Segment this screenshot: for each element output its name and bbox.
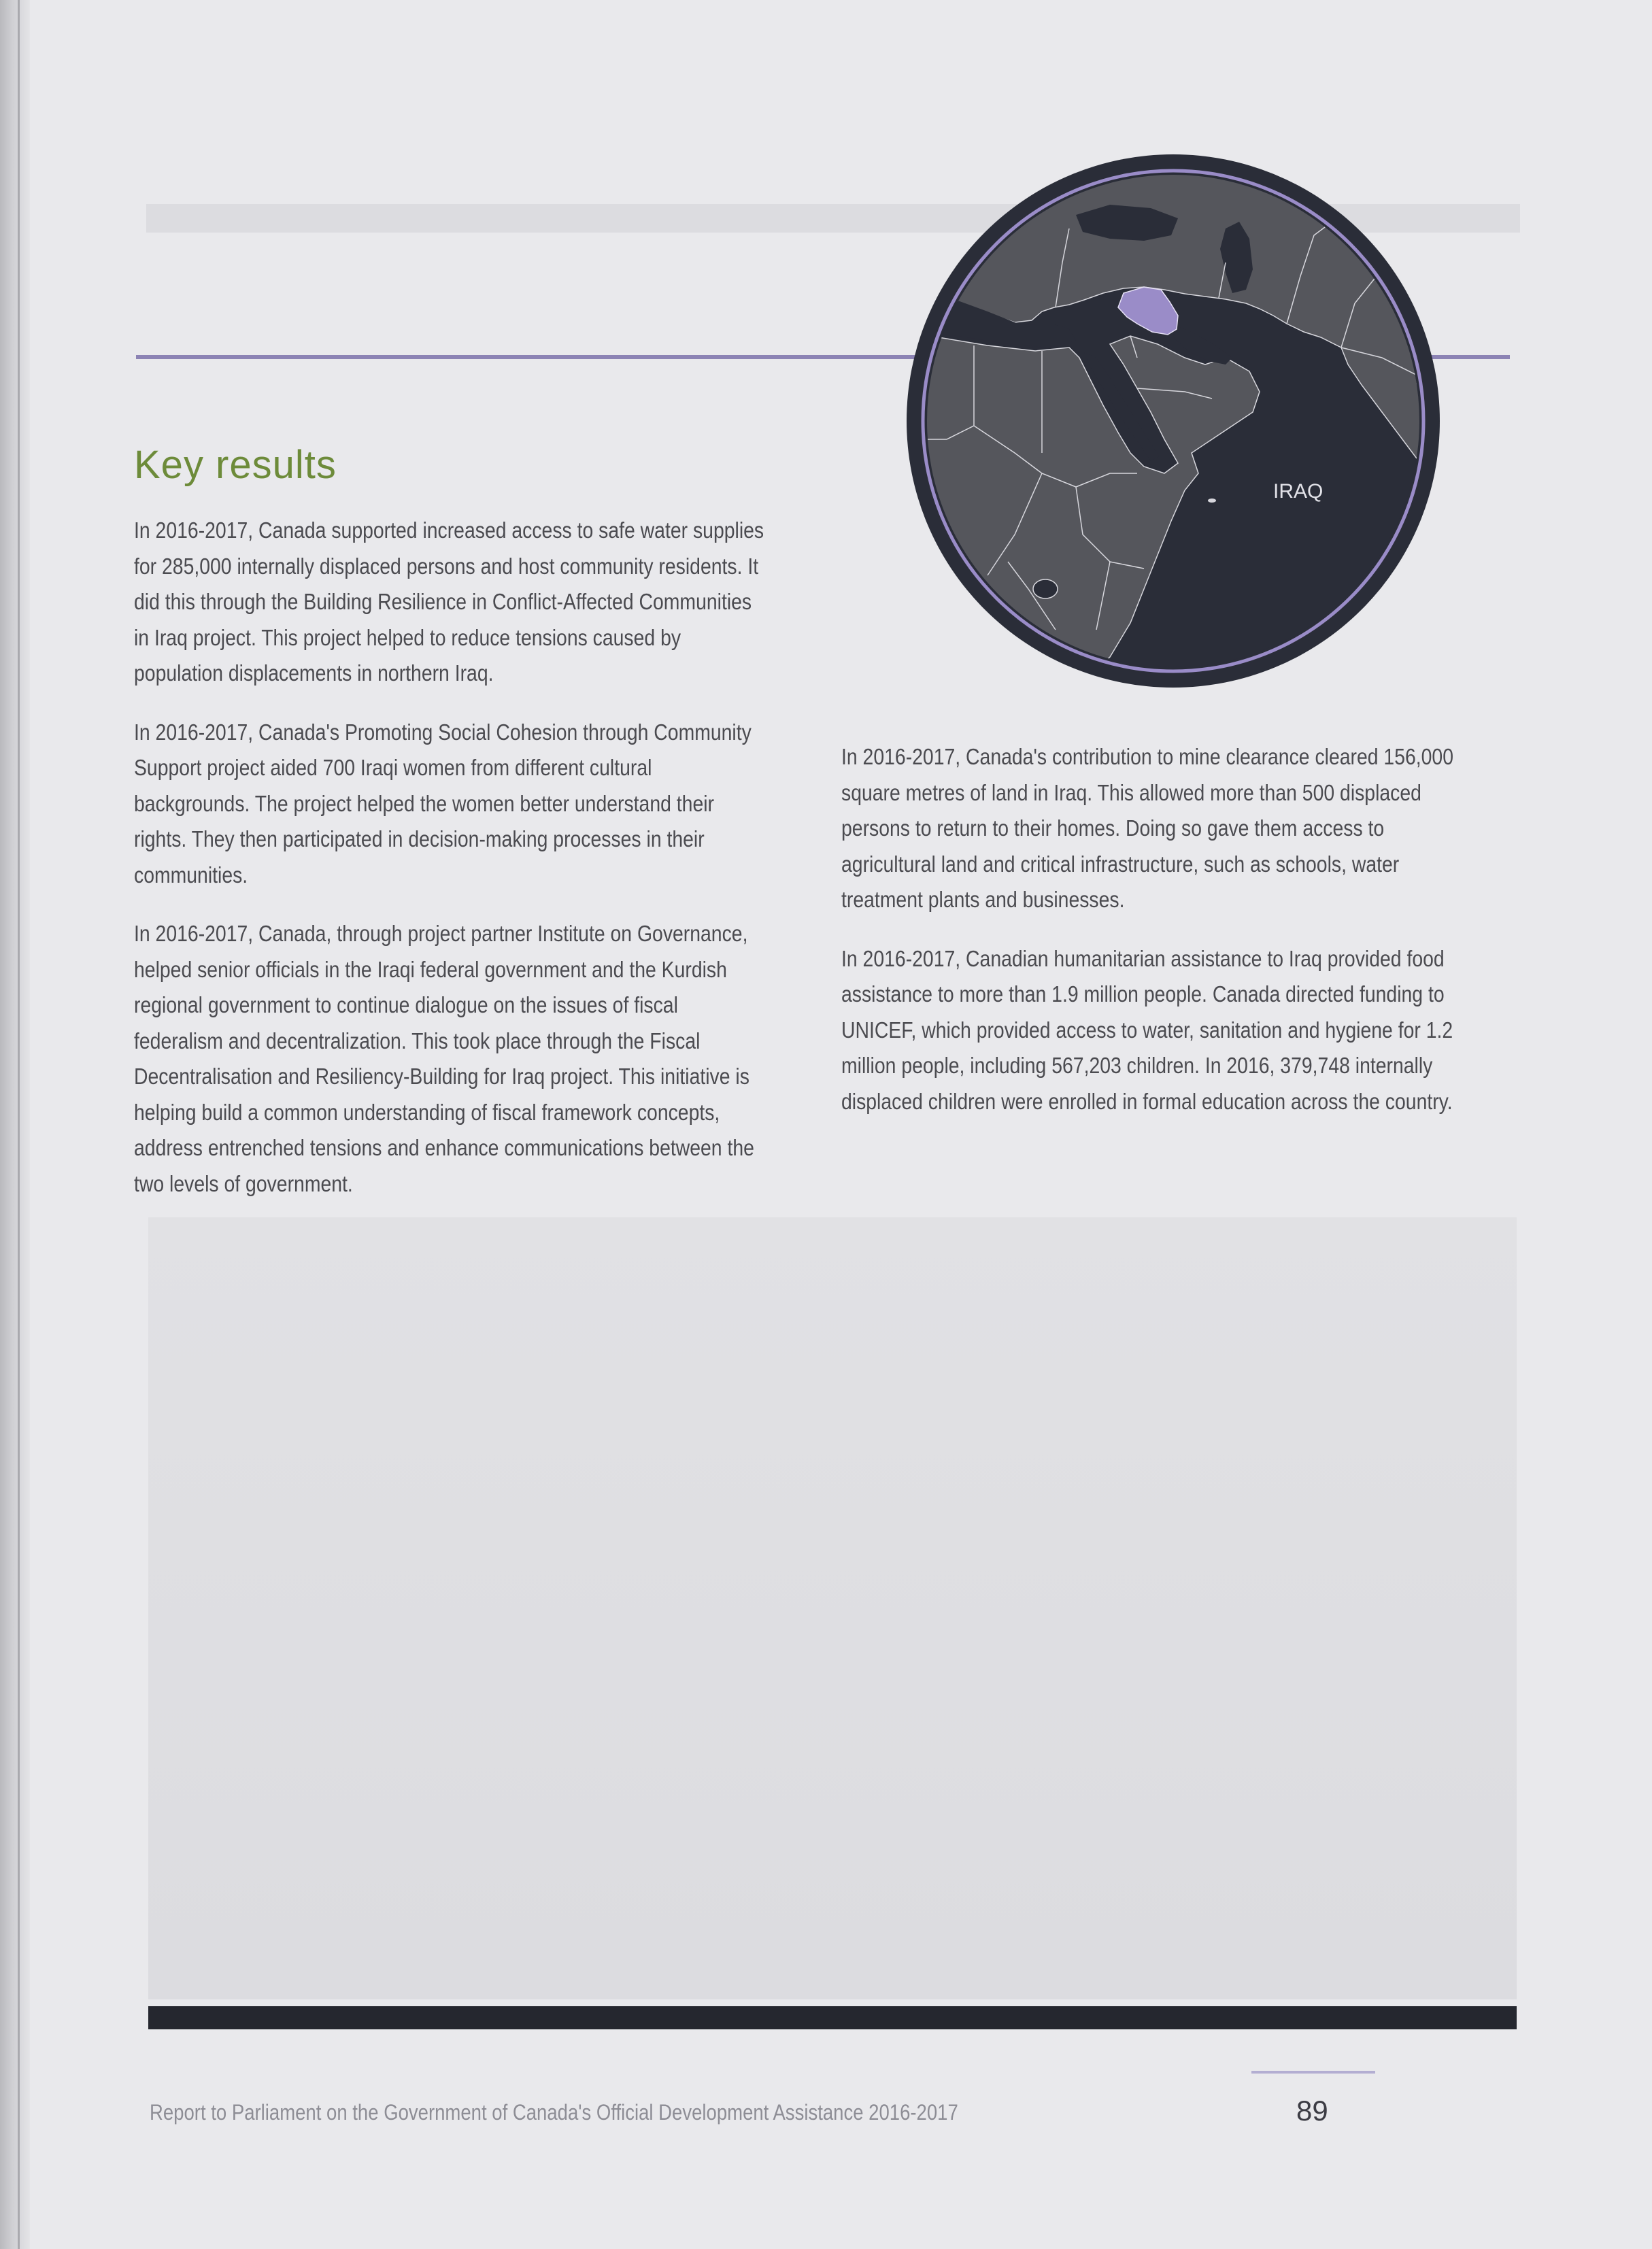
footer-text: Report to Parliament on the Government of Canada's Official Development Assistance 2016-2017 <box>150 2100 958 2125</box>
paragraph: In 2016-2017, Canada's contribution to mine clearance cleared 156,000 square metres of land in Iraq. This allowed more than 500 displaced persons to return to their homes. Doing so gave them access to agricultural land and critical infrastructure, such as schools, water treatment plants and businesses. <box>841 744 1454 912</box>
page-binding-edge <box>0 0 30 2249</box>
faded-photo-area <box>148 1217 1517 1999</box>
left-column <box>134 513 769 1225</box>
map-globe <box>906 154 1440 688</box>
lake <box>1033 579 1058 598</box>
iraq-locator-map <box>906 154 1440 688</box>
map-label: IRAQ <box>1273 480 1324 503</box>
right-column <box>841 739 1476 1143</box>
page-number: 89 <box>1296 2095 1328 2127</box>
paragraph: In 2016-2017, Canada, through project partner Institute on Governance, helped senior officials in the Iraqi federal government and the Kurdish regional government to continue dialogue on the issues of fiscal federalism and decentralization. This took place through the Fiscal Decentralisation and Resiliency-Building for Iraq project. This initiative is helping build a common understanding of fiscal framework concepts, address entrenched tensions and enhance communications between the two levels of government. <box>134 921 754 1196</box>
socotra-island <box>1208 498 1216 503</box>
footer-rule <box>1251 2071 1375 2074</box>
paragraph: In 2016-2017, Canadian humanitarian assistance to Iraq provided food assistance to more than 1.9 million people. Canada directed funding to UNICEF, which provided access to water, sanitation and hygiene for 1.2 million people, including 567,203 children. In 2016, 379,748 internally displaced children were enrolled in formal education across the country. <box>841 945 1453 1114</box>
paragraph: In 2016-2017, Canada's Promoting Social Cohesion through Community Support project aided 700 Iraqi women from different cultural backgrounds. The project helped the women better understand their rights. They then participated in decision-making processes in their communities. <box>134 719 752 887</box>
paragraph: In 2016-2017, Canada supported increased access to safe water supplies for 285,000 internally displaced persons and host community residents. It did this through the Building Resilience in Conflict-Affected Communities in Iraq project. This project helped to reduce tensions caused by population displacements in northern Iraq. <box>134 518 764 686</box>
section-heading: Key results <box>134 443 337 487</box>
bottom-bar <box>148 2006 1517 2029</box>
